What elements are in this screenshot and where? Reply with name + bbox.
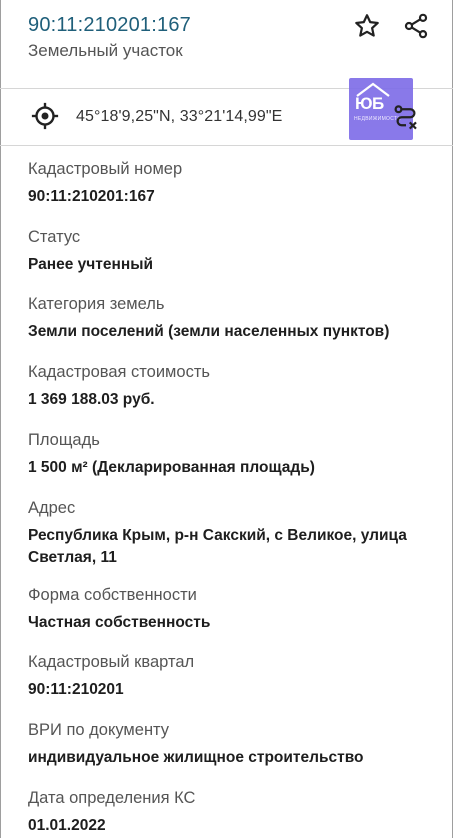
field-label: Кадастровая стоимость	[28, 363, 210, 381]
field-area	[28, 429, 438, 479]
field-status	[28, 226, 438, 276]
field-permitted-use	[28, 719, 438, 769]
field-value: Республика Крым, р-н Сакский, с Великое, улица Светлая, 11	[28, 527, 407, 566]
coordinates-text: 45°18'9,25"N, 33°21'14,99"E	[76, 108, 283, 125]
field-ownership-form	[28, 584, 438, 634]
divider	[0, 145, 453, 146]
field-value: Земли поселений (земли населенных пунктов)	[28, 323, 390, 340]
gps-target-icon	[30, 101, 60, 131]
field-value: 90:11:210201	[28, 681, 124, 698]
route-button[interactable]	[391, 103, 421, 133]
field-cost-date	[28, 787, 438, 837]
locate-button[interactable]	[30, 101, 60, 131]
logo-text: ЮБ	[355, 94, 384, 113]
field-value: Ранее учтенный	[28, 256, 153, 273]
field-value: Частная собственность	[28, 614, 211, 631]
field-value: 1 500 м² (Декларированная площадь)	[28, 459, 315, 476]
field-value: 1 369 188.03 руб.	[28, 391, 155, 408]
page-title: 90:11:210201:167	[28, 14, 191, 36]
header	[0, 0, 453, 88]
share-button[interactable]	[400, 10, 432, 42]
field-label: Статус	[28, 228, 81, 246]
field-label: Кадастровый номер	[28, 160, 183, 178]
field-label: Адрес	[28, 499, 76, 517]
field-label: Категория земель	[28, 295, 165, 313]
field-cadastral-quarter	[28, 651, 438, 701]
field-cadastral-cost	[28, 361, 438, 411]
field-label: Площадь	[28, 431, 100, 449]
share-icon	[402, 12, 430, 40]
field-cadastral-number	[28, 158, 438, 208]
page-subtitle: Земельный участок	[28, 41, 183, 60]
star-outline-icon	[353, 12, 381, 40]
field-value: 90:11:210201:167	[28, 188, 155, 205]
route-icon	[391, 103, 421, 133]
field-value: индивидуальное жилищное строительство	[28, 749, 364, 766]
field-label: Форма собственности	[28, 586, 197, 604]
field-label: ВРИ по документу	[28, 721, 170, 739]
field-land-category	[28, 293, 438, 343]
field-label: Дата определения КС	[28, 789, 196, 807]
field-value: 01.01.2022	[28, 817, 106, 834]
field-label: Кадастровый квартал	[28, 653, 195, 671]
field-address	[28, 497, 438, 569]
favorite-button[interactable]	[351, 10, 383, 42]
logo-subtext: НЕДВИЖИМОСТЬ	[354, 116, 401, 122]
